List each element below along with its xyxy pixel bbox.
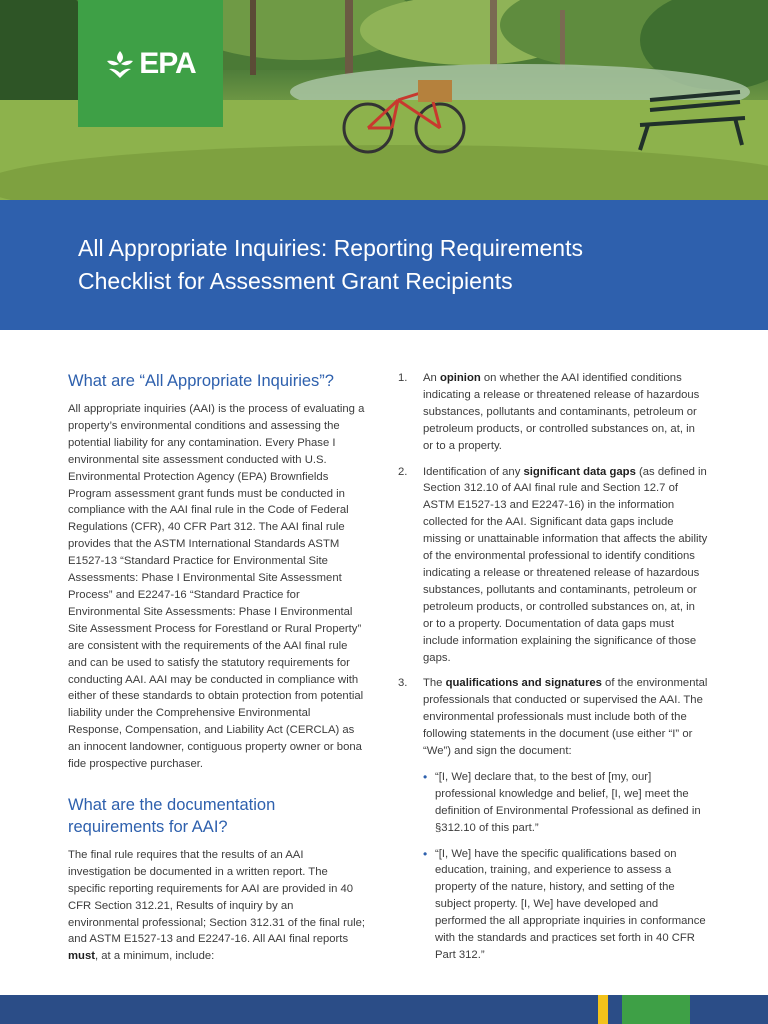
- epa-logo-box: [78, 0, 223, 127]
- list-text-start: The: [423, 677, 446, 690]
- epa-logo-text: EPA: [139, 46, 196, 80]
- list-text-start: Identification of any: [423, 465, 524, 478]
- hero-photo: [0, 0, 768, 200]
- body-emphasis: must: [68, 950, 95, 963]
- epa-logo: [105, 47, 195, 81]
- list-text: [423, 464, 708, 667]
- section-body-documentation: [68, 847, 366, 965]
- requirements-list: [398, 370, 708, 973]
- list-text-start: An: [423, 372, 440, 384]
- list-item: [398, 464, 708, 667]
- statement-item: [423, 846, 708, 964]
- epa-flower-icon: [105, 49, 135, 79]
- bullet-icon: •: [423, 769, 428, 784]
- section-body-aai: All appropriate inquiries (AAI) is the process of evaluating a property’s environmental conditions and assessing the potential liability for any contamination. Every Phase I environmental site assessment conducted with U.S. Environmental Protection Agency (EPA) Brownfields Program assessment grant funds must be conducted in compliance with the AAI final rule in the Code of Federal Regulations (CFR), 40 CFR Part 312. The AAI final rule provides that the ASTM International Standards ASTM E1527-13 “Standard Practice for Environmental Site Assessments: Phase I Environmental Site Assessment Process” and E2247-16 “Standard Practice for Environmental Site Assessments: Phase I Environmental Site Assessment Process for Forestland or Rural Property” are consistent with the requirements of the AAI final rule and can be used to satisfy the statutory requirements for conducting AAI. AAI may be conducted in compliance with either of these standards to obtain protection from potential liability under the Comprehensive Environmental Response, Compensation, and Liability Act (CERCLA) as an innocent landowner, contiguous property owner or bona fide prospective purchaser.: [68, 403, 365, 771]
- list-text-end: of the environmental professionals that conducted or supervised the AAI. The environmental professionals must include both of the following statements in the document (use either “I” or “We”) and sign the document:: [423, 677, 708, 758]
- statement-item: [423, 769, 708, 837]
- section-heading-aai: What are “All Appropriate Inquiries”?: [68, 372, 334, 390]
- title-band: [0, 200, 768, 330]
- statement-text: “[I, We] declare that, to the best of [my, our] professional knowledge and belief, [I, we] meet the definition of Environmental Professional as defined in §312.10 of this part.”: [435, 770, 701, 834]
- heading-line-2: requirements for AAI?: [68, 817, 228, 836]
- footer-color-bar: [0, 995, 768, 1024]
- footer-yellow-stripe: [598, 995, 608, 1024]
- list-item: [398, 675, 708, 973]
- statement-list: [423, 769, 708, 964]
- footer-green-block: [622, 995, 690, 1024]
- list-text: [423, 675, 708, 973]
- title-line-2: Checklist for Assessment Grant Recipients: [78, 268, 513, 294]
- title-line-1: All Appropriate Inquiries: Reporting Requirements: [78, 235, 583, 261]
- list-number: 1.: [398, 372, 408, 384]
- left-column: [68, 370, 366, 965]
- list-item: [398, 370, 708, 455]
- list-text: [423, 370, 708, 455]
- right-column: [398, 370, 708, 982]
- statement-text: “[I, We] have the specific qualifications based on education, training, and experience to assess a property of the nature, history, and setting of the subject property. [I, We] have developed and performed the all appropriate inquiries in conformance with the standards and practices set forth in 40 CFR Part 312.”: [435, 847, 706, 961]
- list-emphasis: opinion: [439, 372, 481, 384]
- document-title: [78, 232, 718, 298]
- heading-line-1: What are the documentation: [68, 795, 276, 814]
- list-number: 3.: [398, 677, 408, 690]
- body-text-end: , at a minimum, include:: [95, 950, 215, 963]
- section-heading-documentation: [68, 794, 366, 838]
- body-text: The final rule requires that the results of an AAI investigation be documented in a written report. The specific reporting requirements for AAI are provided in 40 CFR Section 312.21, Results of inquiry by an environmental professional; Section 312.31 of the final rule; and ASTM E1527-13 and E2247-16. All AAI final reports: [68, 848, 366, 946]
- list-text-end: (as defined in Section 312.10 of AAI final rule and Section 12.7 of ASTM E1527-13 and E2247-16) in the information collected for the AAI. Significant data gaps include missing or unattainable information that affects the ability of the environmental professional to identify conditions indicating a release or threatened release of hazardous substances, pollutants and contaminants, petroleum or petroleum products, or controlled substances on, at, in or to a property. Documentation of data gaps must include information explaining the significance of those gaps.: [423, 465, 708, 664]
- bullet-icon: •: [423, 846, 428, 861]
- list-emphasis: qualifications and signatures: [445, 677, 602, 690]
- list-emphasis: significant data gaps: [523, 465, 636, 478]
- list-text-end: on whether the AAI identified conditions indicating a release or threatened release of hazardous substances, pollutants and contaminants, petroleum or petroleum products, or controlled substances on, at, in or to a property.: [423, 372, 700, 452]
- list-number: 2.: [398, 465, 408, 478]
